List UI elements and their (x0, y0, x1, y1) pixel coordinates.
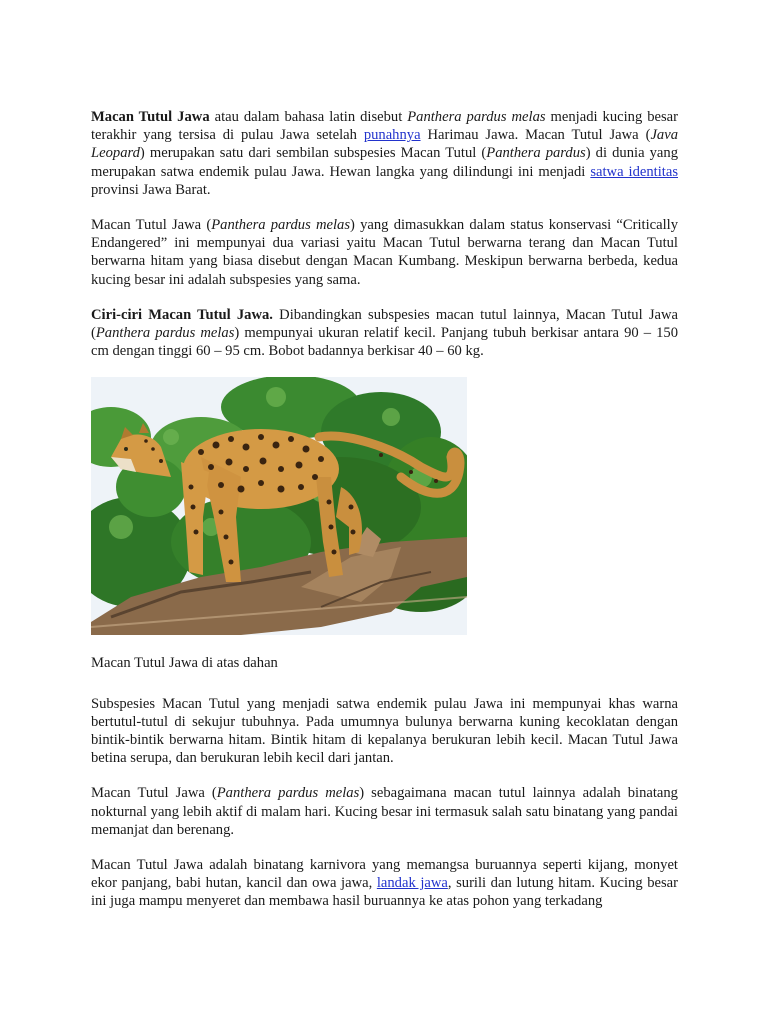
latin-name: Panthera pardus melas (95, 325, 235, 342)
paragraph-appearance (91, 695, 678, 768)
text-run: Macan Tutul Jawa ( (91, 217, 212, 234)
paragraph-behavior (91, 784, 678, 839)
paragraph-conservation (91, 216, 678, 289)
latin-name: Panthera pardus melas (216, 785, 360, 802)
text-run: provinsi Jawa Barat. (91, 181, 211, 198)
paragraph-diet (91, 856, 678, 911)
text-run: , surili dan lutung hitam. Kucing besar ini juga mampu menyeret dan membawa hasil buruannya ke atas pohon yang terkadang (91, 875, 678, 910)
text-run: Macan Tutul Jawa adalah binatang karnivora yang memangsa buruannya seperti kijang, monyet ekor panjang, babi hutan, kancil dan owa jawa, (91, 857, 678, 892)
text-run: Dibandingkan subspesies macan tutul lainnya, Macan Tutul Jawa ( (91, 306, 679, 342)
latin-name: Panthera pardus melas (211, 217, 351, 234)
link-landak-jawa[interactable]: landak jawa (376, 875, 448, 892)
link-punahnya[interactable]: punahnya (363, 127, 421, 144)
text-run: Subspesies Macan Tutul yang menjadi satwa endemik pulau Jawa ini mempunyai khas warna bertutul-tutul di sekujur tubuhnya. Pada umumnya bulunya berwarna kuning kecoklatan dengan bintik-bintik berwarna hitam. Bintik hitam di kepalanya berukuran lebih kecil. Macan Tutul Jawa betina serupa, dan berukuran lebih kecil dari jantan. (91, 695, 678, 767)
latin-name: Java Leopard (91, 127, 678, 162)
text-run: ) di dunia yang merupakan satwa endemik pulau Jawa. Hewan langka yang dilindungi ini menjadi (91, 145, 679, 180)
text-run: menjadi kucing besar terakhir yang tersisa di pulau Jawa setelah (91, 109, 679, 144)
text-run: ) yang dimasukkan dalam status konservasi “Critically Endangered” ini mempunyai dua variasi yaitu Macan Tutul berwarna terang dan Macan Tutul berwarna hitam yang biasa disebut dengan Macan Kumbang. Meskipun berwarna berbeda, kedua kucing besar ini adalah subspesies yang sama. (91, 217, 678, 288)
text-run: ) merupakan satu dari sembilan subspesies Macan Tutul ( (139, 145, 487, 162)
latin-name: Panthera pardus (486, 145, 586, 162)
link-satwa-identitas[interactable]: satwa identitas (590, 163, 678, 180)
text-run: atau dalam bahasa latin disebut (209, 109, 408, 125)
leopard-photo (91, 377, 467, 635)
latin-name: Panthera pardus melas (407, 109, 546, 125)
bold-term: Macan Tutul Jawa (91, 109, 210, 125)
leopard-on-branch-image (91, 377, 467, 635)
paragraph-intro (91, 108, 678, 199)
text-run: Macan Tutul Jawa ( (91, 785, 217, 802)
text-run: ) mempunyai ukuran relatif kecil. Panjang tubuh berkisar antara 90 – 150 cm dengan tinggi 60 – 95 cm. Bobot badannya berkisar 40 – 60 kg. (91, 325, 678, 360)
text-run: Harimau Jawa. Macan Tutul Jawa ( (420, 127, 651, 144)
text-run: ) sebagaimana macan tutul lainnya adalah binatang nokturnal yang lebih aktif di malam hari. Kucing besar ini termasuk salah satu binatang yang pandai memanjat dan berenang. (91, 785, 678, 838)
document-body (91, 108, 678, 928)
bold-term: Ciri-ciri Macan Tutul Jawa. (91, 306, 273, 323)
figure-caption: Macan Tutul Jawa di atas dahan (91, 655, 278, 672)
paragraph-characteristics (91, 306, 678, 361)
